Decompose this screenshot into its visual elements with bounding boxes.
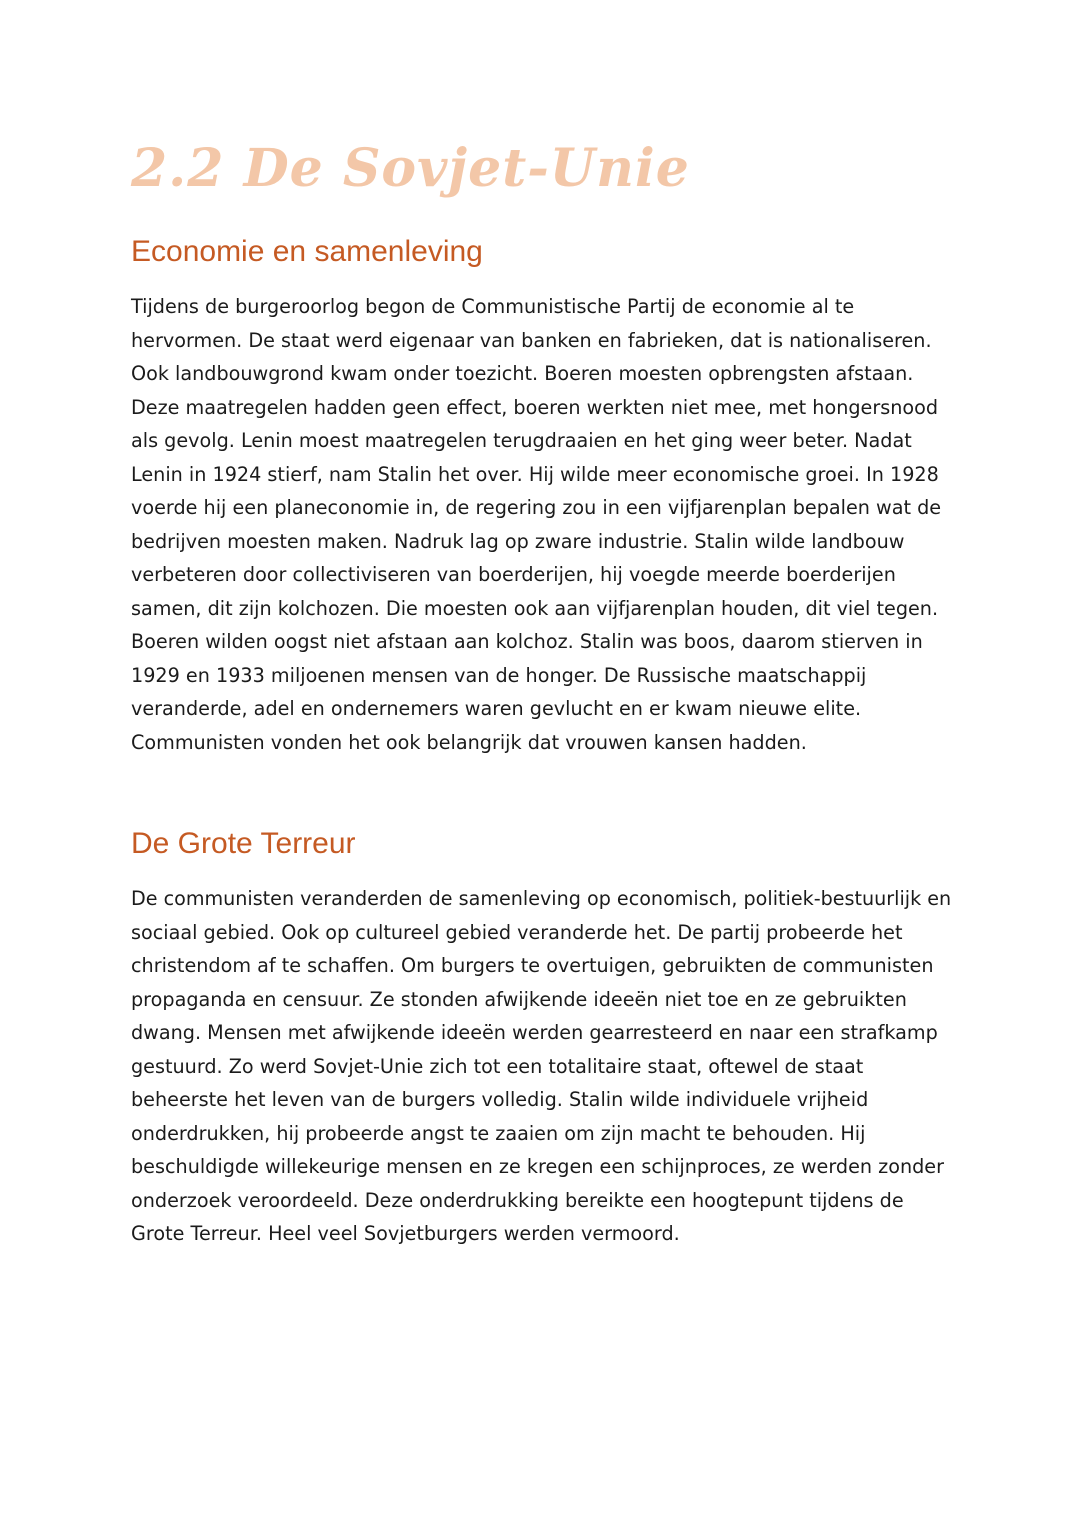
body-line: Tijdens de burgeroorlog begon de Communistische Partij de economie al te [131,295,855,318]
body-line: dwang. Mensen met afwijkende ideeën werden gearresteerd en naar een strafkamp [131,1021,938,1044]
body-line: De communisten veranderden de samenleving op economisch, politiek-bestuurlijk en [131,887,952,910]
body-line: Ook landbouwgrond kwam onder toezicht. Boeren moesten opbrengsten afstaan. [131,362,914,385]
body-line: beheerste het leven van de burgers volledig. Stalin wilde individuele vrijheid [131,1088,869,1111]
body-line: veranderde, adel en ondernemers waren gevlucht en er kwam nieuwe elite. [131,697,862,720]
body-line: gestuurd. Zo werd Sovjet-Unie zich tot een totalitaire staat, oftewel de staat [131,1054,864,1078]
body-line: onderdrukken, hij probeerde angst te zaaien om zijn macht te behouden. Hij [131,1121,866,1145]
section-heading-grote-terreur: De Grote Terreur [131,827,356,860]
body-line: hervormen. De staat werd eigenaar van banken en fabrieken, dat is nationaliseren. [131,328,932,352]
section-body-economie [131,290,951,759]
body-line: propaganda en censuur. Ze stonden afwijkende ideeën niet toe en ze gebruikten [131,987,907,1011]
body-line: 1929 en 1933 miljoenen mensen van de honger. De Russische maatschappij [131,663,867,687]
body-line: sociaal gebied. Ook op cultureel gebied veranderde het. De partij probeerde het [131,920,903,944]
body-line: christendom af te schaffen. Om burgers te overtuigen, gebruikten de communisten [131,954,934,977]
section-body-grote-terreur [131,882,951,1251]
section-heading-economie: Economie en samenleving [131,235,483,268]
body-line: samen, dit zijn kolchozen. Die moesten ook aan vijfjarenplan houden, dit viel tegen. [131,596,939,620]
body-line: Lenin in 1924 stierf, nam Stalin het over. Hij wilde meer economische groei. In 1928 [131,462,939,486]
body-line: Communisten vonden het ook belangrijk dat vrouwen kansen hadden. [131,730,807,754]
body-line: bedrijven moesten maken. Nadruk lag op zware industrie. Stalin wilde landbouw [131,529,905,553]
body-line: beschuldigde willekeurige mensen en ze kregen een schijnproces, ze werden zonder [131,1155,944,1178]
body-line: Deze maatregelen hadden geen effect, boeren werkten niet mee, met hongersnood [131,395,939,419]
body-line: voerde hij een planeconomie in, de regering zou in een vijfjarenplan bepalen wat de [131,496,942,519]
page-title: 2.2 De Sovjet-Unie [131,138,690,199]
body-line: verbeteren door collectiviseren van boerderijen, hij voegde meerde boerderijen [131,563,896,586]
body-line: als gevolg. Lenin moest maatregelen terugdraaien en het ging weer beter. Nadat [131,429,912,452]
body-line: onderzoek veroordeeld. Deze onderdrukking bereikte een hoogtepunt tijdens de [131,1188,904,1212]
body-line: Boeren wilden oogst niet afstaan aan kolchoz. Stalin was boos, daarom stierven in [131,630,923,653]
body-line: Grote Terreur. Heel veel Sovjetburgers werden vermoord. [131,1222,680,1245]
